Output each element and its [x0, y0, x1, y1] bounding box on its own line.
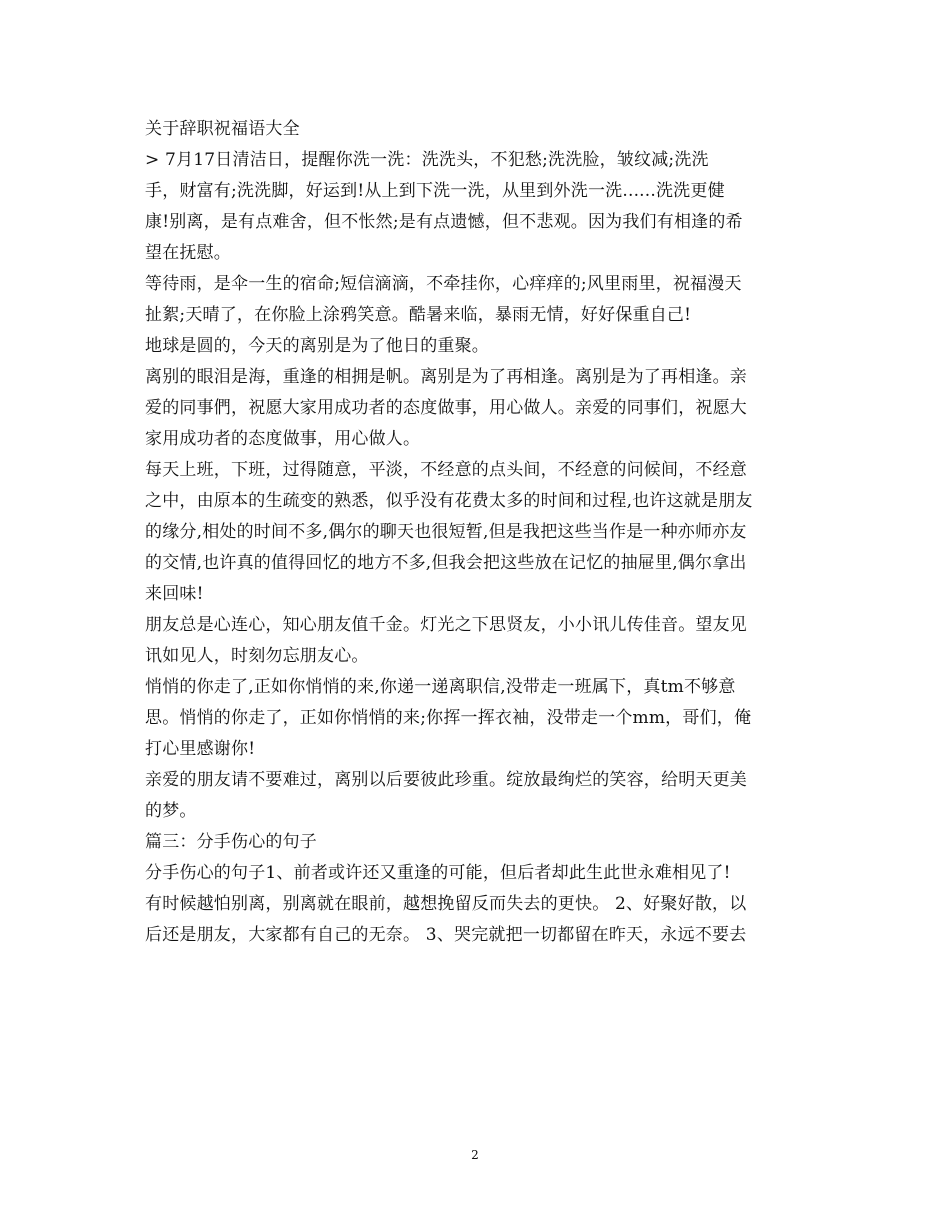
document-body — [145, 114, 815, 951]
text-line: 等待雨，是伞一生的宿命;短信滴滴，不牵挂你，心痒痒的;风里雨里，祝福漫天 — [145, 274, 742, 294]
text-line: 家用成功者的态度做事，用心做人。 — [145, 429, 421, 449]
text-line: 分手伤心的句子1、前者或许还又重逢的可能，但后者却此生此世永难相见了! — [145, 863, 731, 883]
text-line: > 7月17日清洁日，提醒你洗一洗：洗洗头，不犯愁;洗洗脸，皱纹减;洗洗 — [145, 150, 709, 170]
text-line: 朋友总是心连心，知心朋友值千金。灯光之下思贤友，小小讯儿传佳音。望友见 — [145, 615, 747, 635]
text-line: 爱的同事們，祝愿大家用成功者的态度做事，用心做人。亲爱的同事们，祝愿大 — [145, 398, 747, 418]
document-title: 关于辞职祝福语大全 — [145, 119, 300, 139]
text-line: 亲爱的朋友请不要难过，离别以后要彼此珍重。绽放最绚烂的笑容，给明天更美 — [145, 770, 747, 790]
text-line: 思。悄悄的你走了，正如你悄悄的来;你挥一挥衣袖，没带走一个mm，哥们，俺 — [145, 708, 752, 728]
text-line: 离别的眼泪是海，重逢的相拥是帆。离别是为了再相逢。离别是为了再相逢。亲 — [145, 367, 747, 387]
text-line: 的缘分,相处的时间不多,偶尔的聊天也很短暂,但是我把这些当作是一种亦师亦友 — [145, 522, 747, 542]
section-heading: 篇三：分手伤心的句子 — [145, 832, 317, 852]
text-line: 悄悄的你走了,正如你悄悄的来,你递一递离职信,没带走一班属下，真tm不够意 — [145, 677, 736, 697]
text-line: 之中，由原本的生疏变的熟悉，似乎没有花费太多的时间和过程,也许这就是朋友 — [145, 491, 753, 511]
text-line: 后还是朋友，大家都有自己的无奈。 3、哭完就把一切都留在昨天，永远不要去 — [145, 925, 747, 945]
text-line: 康!别离，是有点难舍，但不怅然;是有点遗憾，但不悲观。因为我们有相逢的希 — [145, 212, 743, 232]
text-line: 每天上班，下班，过得随意，平淡，不经意的点头间，不经意的问候间，不经意 — [145, 460, 747, 480]
text-line: 打心里感谢你! — [145, 739, 256, 759]
text-line: 地球是圆的，今天的离别是为了他日的重聚。 — [145, 336, 489, 356]
text-line: 扯絮;天晴了，在你脸上涂鸦笑意。酷暑来临，暴雨无情，好好保重自己! — [145, 305, 692, 325]
text-line: 讯如见人，时刻勿忘朋友心。 — [145, 646, 369, 666]
text-line: 手，财富有;洗洗脚，好运到!从上到下洗一洗，从里到外洗一洗......洗洗更健 — [145, 181, 725, 201]
text-line: 的梦。 — [145, 801, 197, 821]
text-line: 的交情,也许真的值得回忆的地方不多,但我会把这些放在记忆的抽屉里,偶尔拿出 — [145, 553, 747, 573]
text-line: 望在抚慰。 — [145, 243, 231, 263]
text-line: 来回味! — [145, 584, 204, 604]
text-line: 有时候越怕别离，别离就在眼前，越想挽留反而失去的更快。 2、好聚好散，以 — [145, 894, 747, 914]
page-number: 2 — [471, 1148, 479, 1162]
